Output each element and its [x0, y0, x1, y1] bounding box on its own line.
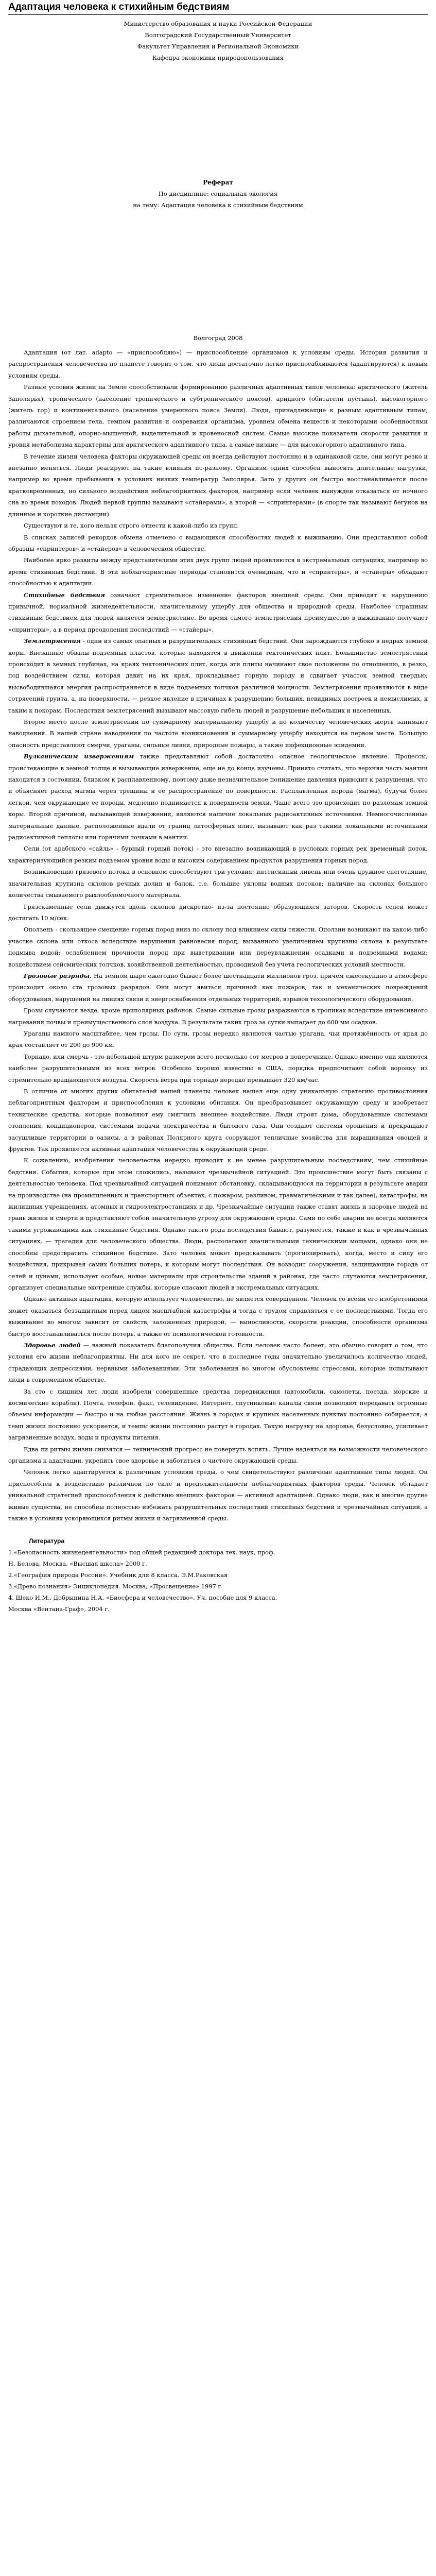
emphasized-term: Вулканическим извержениям — [24, 753, 134, 760]
city-year: Волгоград 2008 — [193, 334, 243, 342]
emphasized-term: Стихийные бедствия — [24, 591, 105, 599]
body-paragraph — [8, 532, 428, 555]
essay-body — [8, 347, 428, 1524]
paragraph-text: также представляют собой достаточно опасное геологическое явление. Процессы, проистекающие в земной толще и вызывающие извержение, еще не до конца изучены. Принято считать, что верхняя часть мантии находится в состоянии, близком к расплавленному, поэтому даже незначительное понижение давления приводит к разрушения, что и объясняет расход магмы через трещины и ее распространение по поверхности. Расплавленная порода (магма), будучи более легкой, чем окружающие ее породы, медленно поднимается к поверхности земли. Чаще всего это происходит по разломам земной коры. Второй причиной, вызывающей извержения, являются наличие локальных радиоактивных источников. Немногочисленные материальные данные, расположенные вдали от границ литосферных плит, вызывают как раз такими локальными источниками радиоактивной теплоты или горячими точками в мантии. — [8, 753, 428, 841]
body-paragraph — [8, 924, 428, 970]
body-paragraph — [8, 1028, 428, 1051]
paragraph-text: В отличие от многих других обитателей нашей планеты человек нашел еще одну уникальную стратегию противостояния неблагоприятным факторам и приспособления к условиям обитания. Он преобразовывает окружающую среду и изобретает технические средства, которые позволяют ему смягчить внешнее воздействие. Люди строят дома, оборудованные системами отопления, кондиционеров, системами подачи электричества и бытового газа. Они создают системы орошения и прекращают засушливые территории в оазисы, а в районах Полярного круга сооружают тепличные хозяйства для выращивания овощей и фруктов. Так проявляется активная адаптация человечества к окружающей среде. — [8, 1088, 428, 1153]
reference-item: 4. Шеко И.М., Добрынина Н.А. «Биосфера и человечество». Уч. пособие для 9 класса. — [8, 1594, 277, 1602]
referat-label: Реферат — [203, 179, 233, 186]
header-line-university: Волгоградский Государственный Университет — [145, 31, 291, 39]
body-paragraph — [8, 520, 428, 531]
body-paragraph — [8, 1051, 428, 1086]
topic-line: на тему: Адаптация человека к стихийным бедствиям — [133, 201, 303, 209]
body-paragraph — [8, 589, 428, 636]
paragraph-text: Адаптация (от лат. adapto — «приспособляю») — приспособление организмов к условиям среды. История развития и распространения человечества по планете говорит о том, что люди достаточно легко приспосабливаются (адаптируются) к новым условиям среды. — [8, 349, 428, 379]
paragraph-text: Оползень - скользящее смещение горных пород вниз по склону под влиянием силы тяжести. Оползни возникают на каком-либо участке склона или откоса вследствие нарушения равновесия пород, вызванного увеличением крутизны склона в результате подмыва водой; ослаблением прочности пород при выветривании или переувлажнении осадками и подземными водами; воздействием сейсмических толчков, хозяйственной деятельностью, проводимой без учета геологических условий местности. — [8, 926, 428, 968]
body-paragraph — [8, 1005, 428, 1028]
body-paragraph — [8, 901, 428, 924]
discipline-line: По дисциплине: социальная экология — [158, 190, 278, 197]
paragraph-text: В списках записей рекордов обмена отмечено с выдающихся способностях людей к выживанию. Они представляют собой образцы «спринтеров» и «стайеров» в человеческом обществе. — [8, 533, 428, 552]
paragraph-text: Человек легко адаптируется к различным условиям среды, о чем свидетельствуют различные адаптивные типы людей. Он приспособлен к воздействию различной по силе и продолжительности неблагоприятных факторов среды. Человек обладает уникальной стратегией приспособления к действию внешних факторов — активной адаптацией. Однако люди, как и многие другие живые существа, не способны полностью избежать разрушительных последствий стихийных бедствий и чрезвычайных ситуаций, а также в условиях ускоряющихся ритмы жизни и загрязненной среды. — [8, 1468, 428, 1522]
emphasized-term: Грозовые разряды. — [24, 972, 92, 979]
body-paragraph — [8, 347, 428, 381]
paragraph-text: Возникновению грязевого потока в основном способствуют три условия: интенсивный ливень или очень дружное снеготаяние, значительная крутизна склонов речных долин и балок, т.е. большие уклоны водных потоков; наличие на склонах большого количества смываемого рыхлообломочного материала. — [8, 868, 428, 899]
paragraph-text: - одни из самых опасных и разрушительных стихийных бедствий. Они зарождаются глубоко в недрах земной коры. Внезапные обвалы подземных пластов, которые находятся в движении тектонических плит. Большинство землетрясений происходит в земных глубинах, на краях тектонических плит, когда эти плиты начинают свое положение по отношению, в резко, под воздействием силы, которая давит на их края, прокладывает горную породу и сдвигает участок земной твердью; высвободившаяся энергия распространяется в виде подземных толчков различной мощности. Землетрясения проявляются в виде сотрясений грунта, а, на поверхности, — резкое явление в причинах к разрушению больших, невидимых построек и немыслимых, к таким к покорам. Последствия землетрясений вызывают массовую гибель людей и разрушение небольших и населенных. — [8, 637, 428, 714]
references-list — [8, 1547, 428, 1615]
paragraph-text: Наиболее ярко развиты между представителями этих двух групп людей проявляются в экстремальных ситуациях, например во время стихийных бедствий. В эти неблагоприятные периоды становится очевидным, что и «спринтеры», и «стайеры» обладают способностью к адаптации. — [8, 556, 428, 587]
paragraph-text: означают стремительное изменение факторов внешней среды. Они приводят к нарушению привычной, нормальной жизнедеятельности, значительному ущербу для общества и природной среды. Наиболее страшным стихийным бедствием для людей является землетрясение. Во время самого землетрясения преимущество в выживанию получают «спринтеры», а в период преодоления последствий — «стайеры». — [8, 591, 428, 633]
title-page-block — [8, 18, 428, 344]
reference-item: 3.«Древо познания» Энциклопедия. Москва, «Просвещение» 1997 г. — [8, 1583, 223, 1590]
body-paragraph — [8, 1086, 428, 1155]
paragraph-text: Торнадо, или смерчь - это небольшой штурм размером всего несколько сот метров в поперечнике. Однако именно они являются наиболее разрушительными из всех ветров. Особенно хорошо известны в США, порядка предпочитают собой воронку из стремительно вращающегося воздуха. Скорость ветра при торнадо нередко превышает 320 км/час. — [8, 1053, 428, 1083]
body-paragraph — [8, 1293, 428, 1340]
paragraph-text: — важный показатель благополучия общества. Если человек часто болеет, это обычно говорит о том, что условия его жизни неблагоприятны. Ни для кого не секрет, что в последнее годы значительно увеличилось количество людей, страдающих депрессиями, нервными заболеваниями. Эти заболевания во многом обусловлены стрессами, которые испытывают люди в современном обществе. — [8, 1341, 428, 1384]
document-page — [0, 1, 436, 2576]
body-paragraph — [8, 1340, 428, 1386]
body-paragraph — [8, 1386, 428, 1444]
body-paragraph — [8, 970, 428, 1005]
emphasized-term: Здоровье людей — [24, 1341, 81, 1349]
emphasized-term: Землетрясения — [24, 637, 81, 645]
body-paragraph — [8, 1155, 428, 1293]
paragraph-text: Грозы случаются везде, кроме приполярных районов. Самые сильные грозы разражаются в тропиках вследствие интенсивного нагревания почвы и преимущественного слоя воздуха. В результате таких гроз за сутки выпадает до 600 мм осадков. — [8, 1007, 428, 1026]
paragraph-text: К сожалению, изобретения человечества нередко приводят к не менее разрушительным последствиям, чем стихийные бедствия. События, которые при этом сложились, называют чрезвычайной ситуацией. Это происшествие могут быть связаны с деятельностью человека. Под чрезвычайной ситуацией понимают обстановку, складывающуюся на территории в результате аварии на производстве (на промышленных и транспортных объектах, с пожаром, разливом, травматическими и так далее), катастрофы, на жилищных учреждениях, атомных и гидроэлектростанциях и др. Чрезвычайные ситуации также ставят жизнь и здоровье людей на грань жизни и смерти и представляют собой значительную угрозу для окружающей среды. Сами по себе аварии не всегда являются такими угрожающими как стихийные бедствия. Однако такого рода последствия бывают, разумеется, также и как в чрезвычайных ситуациях, — трагедия для человеческого общества. Люди, располагают значительными техническими мощами, однако они не способны предотвратить стихийное бедствие. Зато человек может предсказывать (прогнозировать), когда, место и силу его воздействия, прикрывая самих больших потерь, к которым могут последствия. Он возводит сооружения, защищающие города от селей и цунами, использует особые, новые материалы при строительстве зданий в районах, где часто случаются землетрясения, организует специальные экстренные службы, которые спасают людей в экстремальных ситуациях. — [8, 1157, 428, 1291]
body-paragraph — [8, 1444, 428, 1467]
paragraph-text: Грязекаменные сели движутся вдоль склонов дискретно- из-за постоянно образующихся заторов. Скорость селей может достигать 10 м/сек. — [8, 903, 428, 922]
reference-item: 1.«Безопасность жизнедеятельности» под общей редакцией доктора тех. наук, проф. — [8, 1549, 275, 1556]
body-paragraph — [8, 716, 428, 751]
paragraph-text: Второе место после землетрясений по суммарному материальному ущербу и по количеству человеческих жертв занимают наводнения. В нашей стране наводнения по частоте возникновения и суммарному ущербу находятся на первом месте. Большую опасность представляют смерчи, ураганы, сильные ливни, природные пожары, а также инфекционные эпидемии. — [8, 718, 428, 749]
paragraph-text: За сто с лишним лет люди изобрели совершенные средства передвижения (автомобили, самолеты, поезда, морские и космические корабли). Почта, телефон, факс, телевидение, Интернет, спутниковые каналы связи позволяют передавать огромные объемы информации — быстро и на любые расстояния. Жизнь в городах и крупных населенных пунктах постоянно собирается, а темп жизни постоянно ускоряется, и темпы жизни постоянно растут в городах. Такую нагрузку на здоровье, безусловно, усиливает загрязненные воздух, воды и продукты питания. — [8, 1387, 428, 1442]
body-paragraph — [8, 1466, 428, 1524]
paragraph-text: Ураганы намного масштабнее, чем грозы. По сути, грозы нередко являются частью урагана, чьи протяжённость от края до края составляет от 200 до 900 км. — [8, 1029, 428, 1049]
body-paragraph — [8, 866, 428, 901]
body-paragraph — [8, 451, 428, 520]
page-title: Адаптация человека к стихийным бедствиям — [8, 1, 428, 15]
paragraph-text: Однако активная адаптация, которую использует человечество, не является совершенной. Человек со всеми его изобретениями может оказаться беззащитным перед лицом масштабной катастрофы и тогда с трудом справляться с ее последствиями. Тогда его выживание во многом зависит от свойств, заложенных природой, — выносливости, скорости реакции, способности организма быстро восстанавливаться после потерь, а также от психологической готовности. — [8, 1295, 428, 1337]
reference-item: Москва «Вентана-Граф», 2004 г. — [8, 1605, 110, 1613]
header-line-ministry: Министерство образования и науки Российской Федерации — [124, 20, 312, 27]
body-paragraph — [8, 381, 428, 450]
paragraph-text: Сели (от арабского «сайль» - бурный горный поток) - это внезапно возникающий в русловых горных рек временный поток, характеризующийся резким подъемом уровня воды и высоким содержанием продуктов разрушения горных пород. — [8, 845, 428, 864]
paragraph-text: Существуют и те, кого нельзя строго отнести к какой-либо из групп. — [24, 522, 239, 530]
body-paragraph — [8, 751, 428, 843]
paragraph-text: В течение жизни человека факторы окружающей среды он всегда действуют постоянно и в одинаковой силе, они могут резко и внезапно меняться. Люди реагируют на такие влияния по-разному. Организм одних способен выносить длительные нагрузки, например во время пребывания в условиях низких температур Заполярья. Зато у других он быстро восстанавливается после кратковременных, но сильного воздействия неблагоприятных факторов, например если человек вынужден отказаться от ночного сна во время походов. Людей первой группы называют «стайерами», а второй — «спринтерами» (в спорте так называют бегунов на длинные и короткие дистанции). — [8, 452, 428, 518]
body-paragraph — [8, 554, 428, 589]
body-paragraph — [8, 843, 428, 866]
reference-item: 2.«География природа России». Учебник для 8 класса. Э.М.Раковская — [8, 1571, 228, 1579]
references-title: Литература — [29, 1537, 65, 1545]
reference-item: Н. Белова, Москва, «Высшая школа» 2000 г. — [8, 1560, 147, 1568]
body-paragraph — [8, 635, 428, 716]
header-line-department: Кафедра экономики природопользования — [152, 54, 284, 61]
paragraph-text: Едва ли ритмы жизни снизятся — технический прогресс не повернуть вспять. Лучше надеяться на возможности человеческого организма к адаптации, укрепить свое здоровье и заботиться о чистоте окружающей среды. — [8, 1445, 428, 1464]
header-line-faculty: Факультет Управления и Региональной Экономики — [137, 43, 299, 50]
references-section — [8, 1535, 428, 1615]
paragraph-text: На земном шаре ежегодно бывает более шестнадцати миллионов гроз, причем ежесекундно в атмосфере происходит около ста грозовых разрядов. Они могут явиться причиной как пожаров, так и механических повреждений оборудования, нарушений на линиях связи и энергоснабжения отдельных территорий, взрывов технологического оборудования. — [8, 972, 428, 1003]
paragraph-text: Разные условия жизни на Земле способствовали формированию различных адаптивных типов человека: арктического (житель Заполярья), тропического (население тропического и субтропического поясов), аридного (обитатели пустынь), высокогорного (житель гор) и континентального (население умеренного пояса Земли). Люди, принадлежащие к разным адаптивным типам, различаются строением тела, темпом развития и созревания организма, уровнем обмена веществ и некоторыми особенностями работы дыхательной, опорно-мышечной, выделительной и кровеносной систем. Самые высокие показатели скорости развития и уровня метаболизма характерны для арктического адаптивного типа, а самые низкие — для высокогорного адаптивного типа. — [8, 383, 428, 449]
